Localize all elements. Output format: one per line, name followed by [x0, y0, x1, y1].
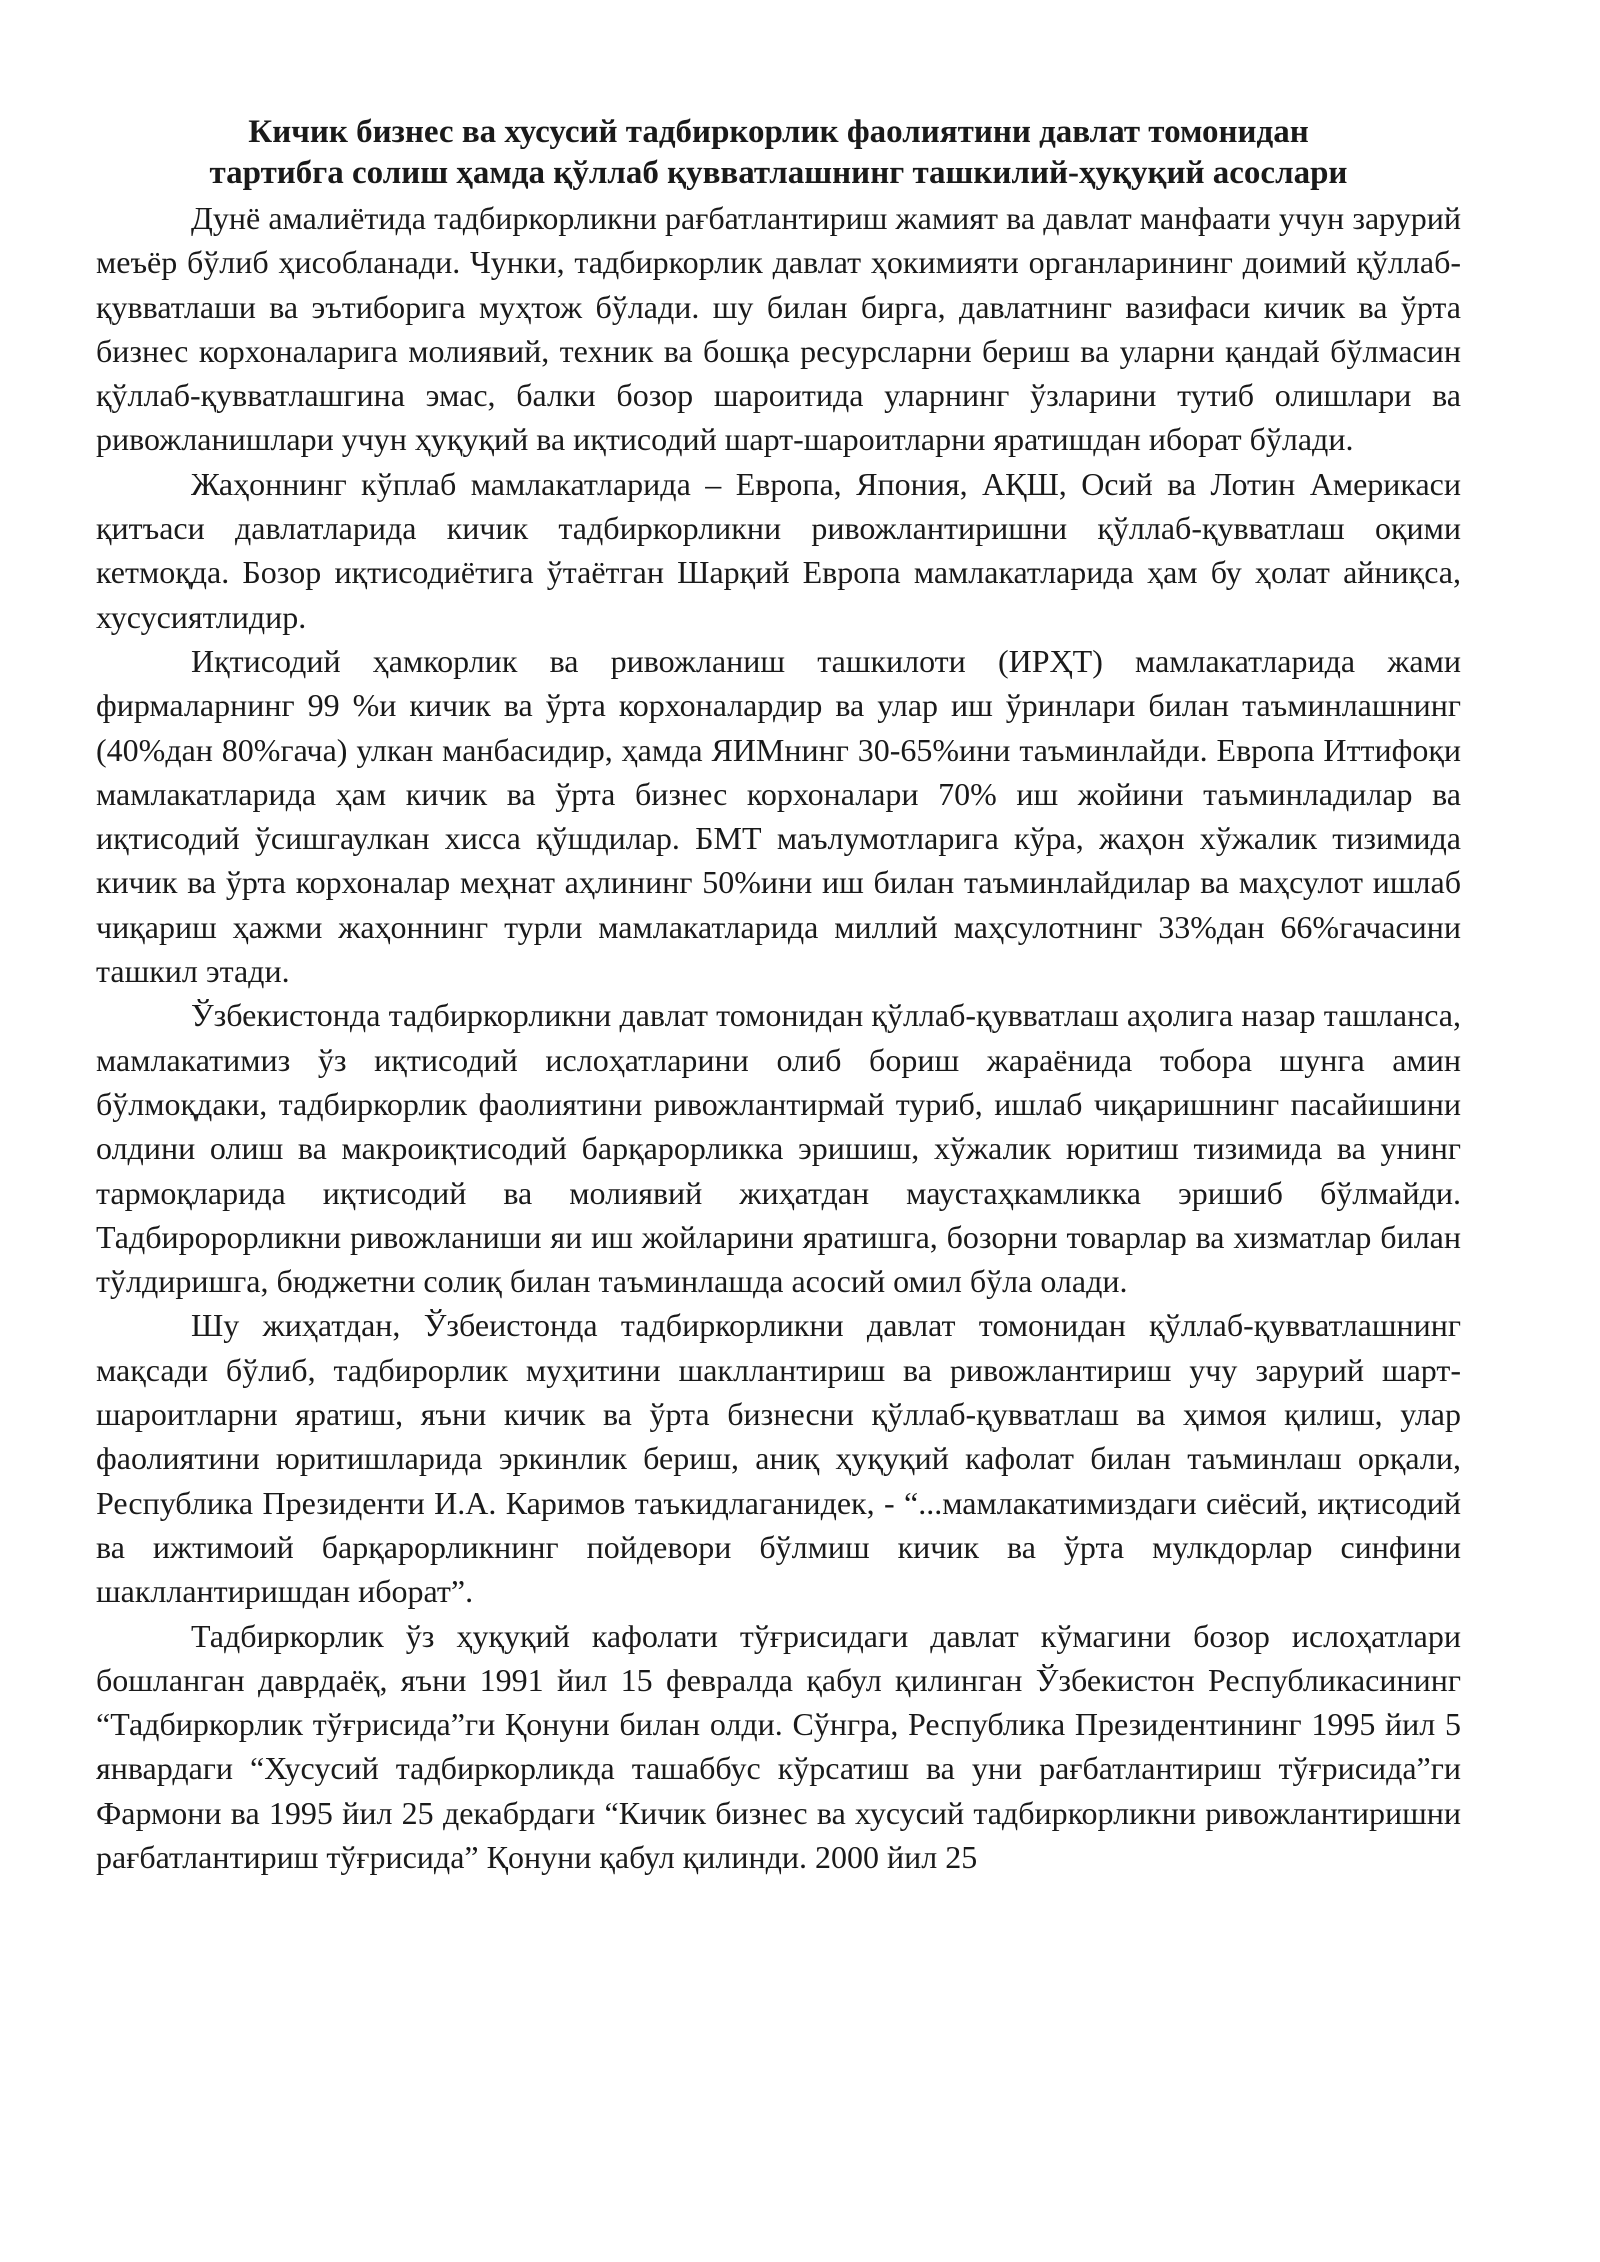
title-line-2: тартибга солиш ҳамда қўллаб қувватлашнинг ташкилий-ҳуқуқий асослари	[209, 155, 1348, 191]
paragraph-3: Иқтисодий ҳамкорлик ва ривожланиш ташкилоти (ИРҲТ) мамлакатларида жами фирмаларнинг 99 %и кичик ва ўрта корхоналардир ва улар иш ўринлари билан таъминлашнинг (40%дан 80%гача) улкан манбасидир, ҳамда ЯИМнинг 30-65%ини таъминлайди. Европа Иттифоқи мамлакатларида ҳам кичик ва ўрта бизнес корхоналари 70% иш жойини таъминладилар ва иқтисодий ўсишгаулкан хисса қўшдилар. БМТ маълумотларига кўра, жаҳон хўжалик тизимида кичик ва ўрта корхоналар меҳнат аҳлининг 50%ини иш билан таъминлайдилар ва маҳсулот ишлаб чиқариш ҳажми жаҳоннинг турли мамлакатларида миллий маҳсулотнинг 33%дан 66%гачасини ташкил этади.	[96, 642, 1461, 990]
paragraph-6: Тадбиркорлик ўз ҳуқуқий кафолати тўғрисидаги давлат кўмагини бозор ислоҳатлари бошланган даврдаёқ, яъни 1991 йил 15 февралда қабул қилинган Ўзбекистон Республикасининг “Тадбиркорлик тўғрисида”ги Қонуни билан олди. Сўнгра, Республика Президентининг 1995 йил 5 январдаги “Хусусий тадбиркорликда ташаббус кўрсатиш ва уни рағбатлантириш тўғрисида”ги Фармони ва 1995 йил 25 декабрдаги “Кичик бизнес ва хусусий тадбиркорликни ривожлантиришни рағбатлантириш тўғрисида” Қонуни қабул қилинди. 2000 йил 25	[96, 1617, 1461, 1875]
paragraph-1: Дунё амалиётида тадбиркорликни рағбатлантириш жамият ва давлат манфаати учун зарурий меъёр бўлиб ҳисобланади. Чунки, тадбиркорлик давлат ҳокимияти органларининг доимий қўллаб-қувватлаши ва эътиборига муҳтож бўлади. шу билан бирга, давлатнинг вазифаси кичик ва ўрта бизнес корхоналарига молиявий, техник ва бошқа ресурсларни бериш ва уларни қандай бўлмасин қўллаб-қувватлашгина эмас, балки бозор шароитида уларнинг ўзларини тутиб олишлари ва ривожланишлари учун ҳуқуқий ва иқтисодий шарт-шароитларни яратишдан иборат бўлади.	[96, 200, 1461, 458]
paragraph-5: Шу жиҳатдан, Ўзбеистонда тадбиркорликни давлат томонидан қўллаб-қувватлашнинг мақсади бўлиб, тадбирорлик муҳитини шакллантириш ва ривожлантириш учу зарурий шарт-шароитларни яратиш, яъни кичик ва ўрта бизнесни қўллаб-қувватлаш ва ҳимоя қилиш, улар фаолиятини юритишларида эркинлик бериш, аниқ ҳуқуқий кафолат билан таъминлаш орқали, Республика Президенти И.А. Каримов таъкидлаганидек, - “...мамлакатимиздаги сиёсий, иқтисодий ва ижтимоий барқарорликнинг пойдевори бўлмиш кичик ва ўрта мулкдорлар синфини шакллантиришдан иборат”.	[96, 1307, 1461, 1610]
paragraph-2: Жаҳоннинг кўплаб мамлакатларида – Европа, Япония, АҚШ, Осий ва Лотин Америкаси қитъаси давлатларида кичик тадбиркорликни ривожлантиришни қўллаб-қувватлаш оқими кетмоқда. Бозор иқтисодиётига ўтаётган Шарқий Европа мамлакатларида ҳам бу ҳолат айниқса, хусусиятлидир.	[96, 465, 1461, 635]
document-page	[96, 112, 1461, 1879]
paragraph-4: Ўзбекистонда тадбиркорликни давлат томонидан қўллаб-қувватлаш аҳолига назар ташланса, мамлакатимиз ўз иқтисодий ислоҳатларини олиб бориш жараёнида тобора шунга амин бўлмоқдаки, тадбиркорлик фаолиятини ривожлантирмай туриб, ишлаб чиқаришнинг пасайишини олдини олиш ва макроиқтисодий барқарорликка эришиш, хўжалик юритиш тизимида ва унинг тармоқларида иқтисодий ва молиявий жиҳатдан маустаҳкамликка эришиб бўлмайди. Тадбиророрликни ривожланиши яи иш жойларини яратишга, бозорни товарлар ва хизматлар билан тўлдиришга, бюджетни солиқ билан таъминлашда асосий омил бўла олади.	[96, 997, 1461, 1300]
document-title	[96, 112, 1461, 194]
title-line-1: Кичик бизнес ва хусусий тадбиркорлик фаолиятини давлат томонидан	[248, 114, 1309, 150]
